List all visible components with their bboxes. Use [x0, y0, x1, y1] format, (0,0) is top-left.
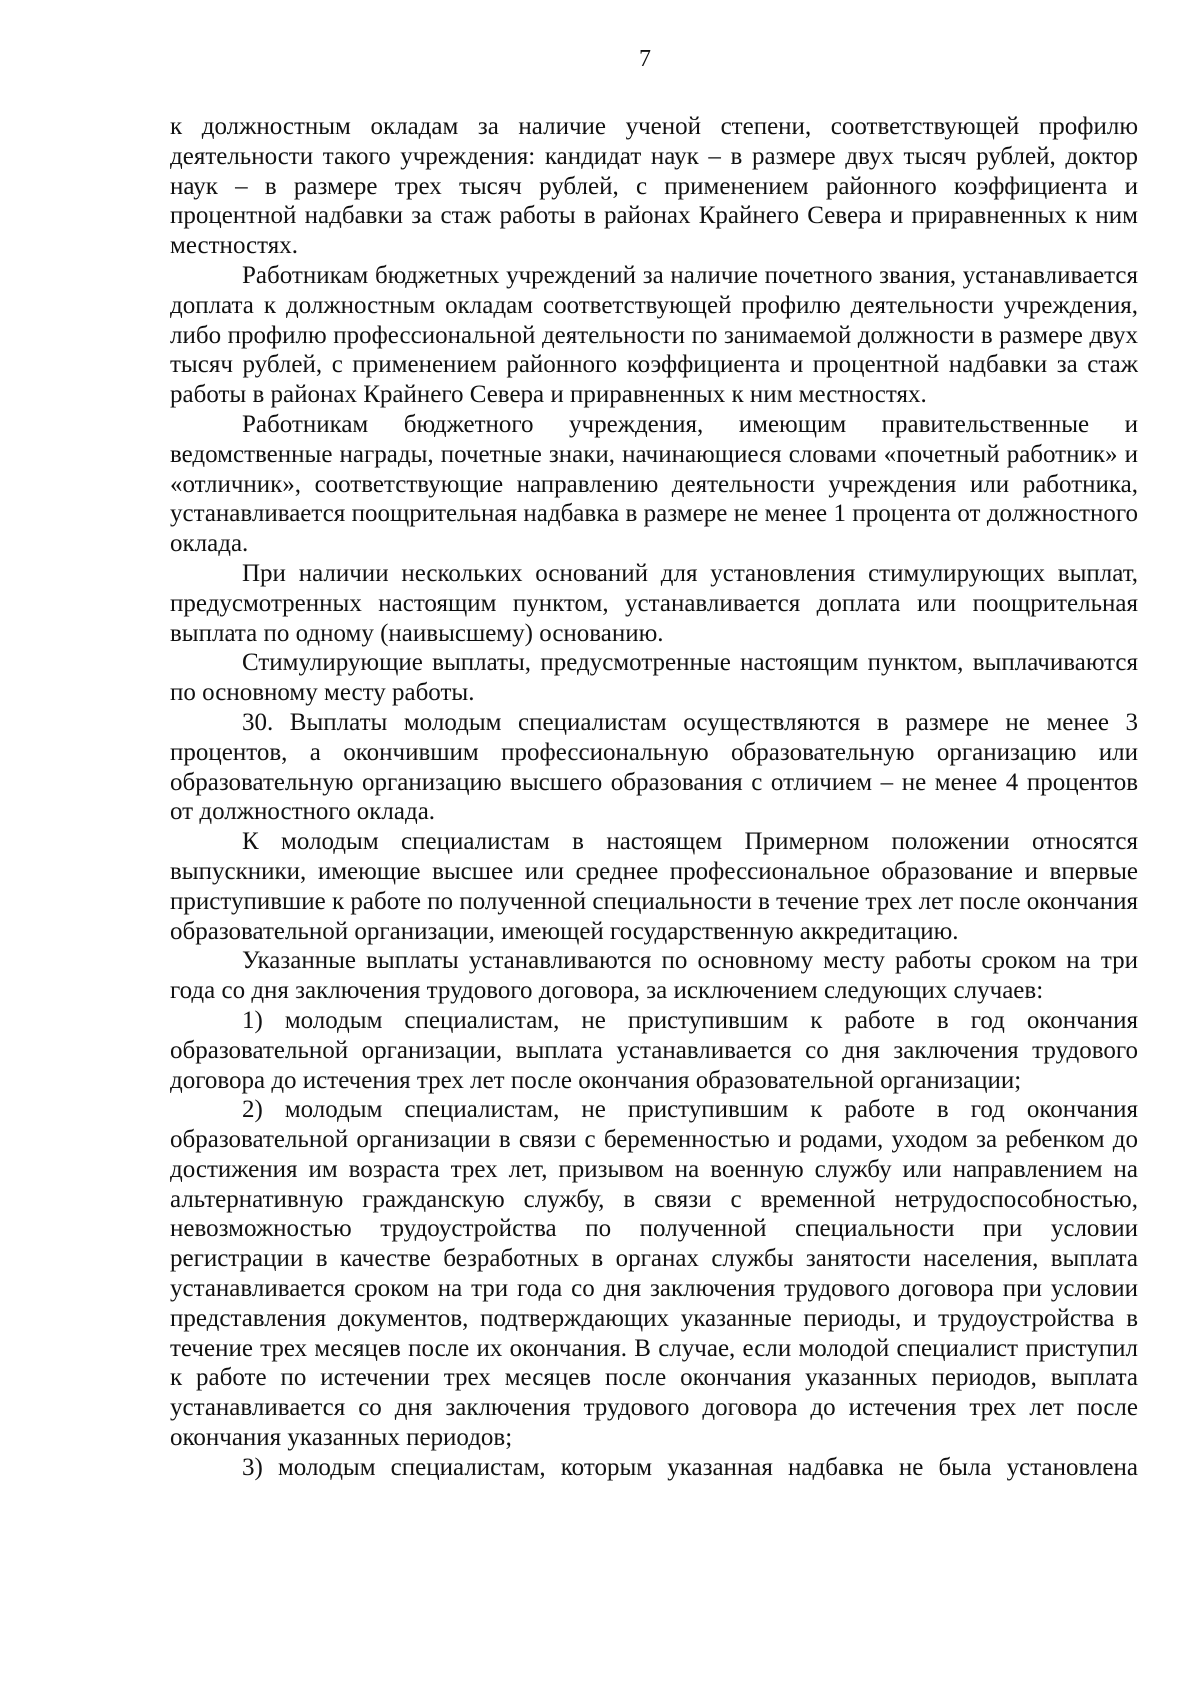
paragraph-multiple-grounds: При наличии нескольких оснований для установления стимулирующих выплат, предусмотренных настоящим пунктом, устанавливается доплата или поощрительная выплата по одному (наивысшему) основанию.	[170, 559, 1138, 647]
paragraph-honorary-title: Работникам бюджетных учреждений за наличие почетного звания, устанавливается доплата к должностным окладам соответствующей профилю деятельности учреждения, либо профилю профессиональной деятельности по занимаемой должности в размере двух тысяч рублей, с применением районного коэффициента и процентной надбавки за стаж работы в районах Крайнего Севера и приравненных к ним местностях.	[170, 261, 1138, 409]
page-number: 7	[639, 46, 651, 72]
paragraph-payment-term: Указанные выплаты устанавливаются по основному месту работы сроком на три года со дня заключения трудового договора, за исключением следующих случаев:	[170, 947, 1138, 1005]
paragraph-state-awards: Работникам бюджетного учреждения, имеющим правительственные и ведомственные награды, почетные знаки, начинающиеся словами «почетный работник» и «отличник», соответствующие направлению деятельности учреждения или работника, устанавливается поощрительная надбавка в размере не менее 1 процента от должностного оклада.	[170, 410, 1138, 558]
paragraph-case-1: 1) молодым специалистам, не приступившим к работе в год окончания образовательной организации, выплата устанавливается со дня заключения трудового договора до истечения трех лет после окончания образовательной организации;	[170, 1006, 1138, 1094]
paragraph-case-3: 3) молодым специалистам, которым указанная надбавка не была установлена	[242, 1453, 1138, 1481]
document-body	[170, 112, 1138, 1483]
paragraph-degree-allowance: к должностным окладам за наличие ученой степени, соответствующей профилю деятельности такого учреждения: кандидат наук – в размере двух тысяч рублей, доктор наук – в размере трех тысяч рублей, с применением районного коэффициента и процентной надбавки за стаж работы в районах Крайнего Севера и приравненных к ним местностях.	[170, 113, 1138, 260]
paragraph-main-workplace: Стимулирующие выплаты, предусмотренные настоящим пунктом, выплачиваются по основному месту работы.	[170, 649, 1138, 707]
paragraph-young-specialists-definition: К молодым специалистам в настоящем Примерном положении относятся выпускники, имеющие высшее или среднее профессиональное образование и впервые приступившие к работе по полученной специальности в течение трех лет после окончания образовательной организации, имеющей государственную аккредитацию.	[170, 828, 1138, 945]
paragraph-item-30: 30. Выплаты молодым специалистам осуществляются в размере не менее 3 процентов, а окончившим профессиональную образовательную организацию или образовательную организацию высшего образования с отличием – не менее 4 процентов от должностного оклада.	[170, 708, 1138, 826]
paragraph-case-2: 2) молодым специалистам, не приступившим к работе в год окончания образовательной организации в связи с беременностью и родами, уходом за ребенком до достижения им возраста трех лет, призывом на военную службу или направлением на альтернативную гражданскую службу, в связи с временной нетрудоспособностью, невозможностью трудоустройства по полученной специальности при условии регистрации в качестве безработных в органах службы занятости населения, выплата устанавливается сроком на три года со дня заключения трудового договора при условии представления документов, подтверждающих указанные периоды, и трудоустройства в течение трех месяцев после их окончания. В случае, если молодой специалист приступил к работе по истечении трех месяцев после окончания указанных периодов, выплата устанавливается со дня заключения трудового договора до истечения трех лет после окончания указанных периодов;	[170, 1096, 1138, 1452]
